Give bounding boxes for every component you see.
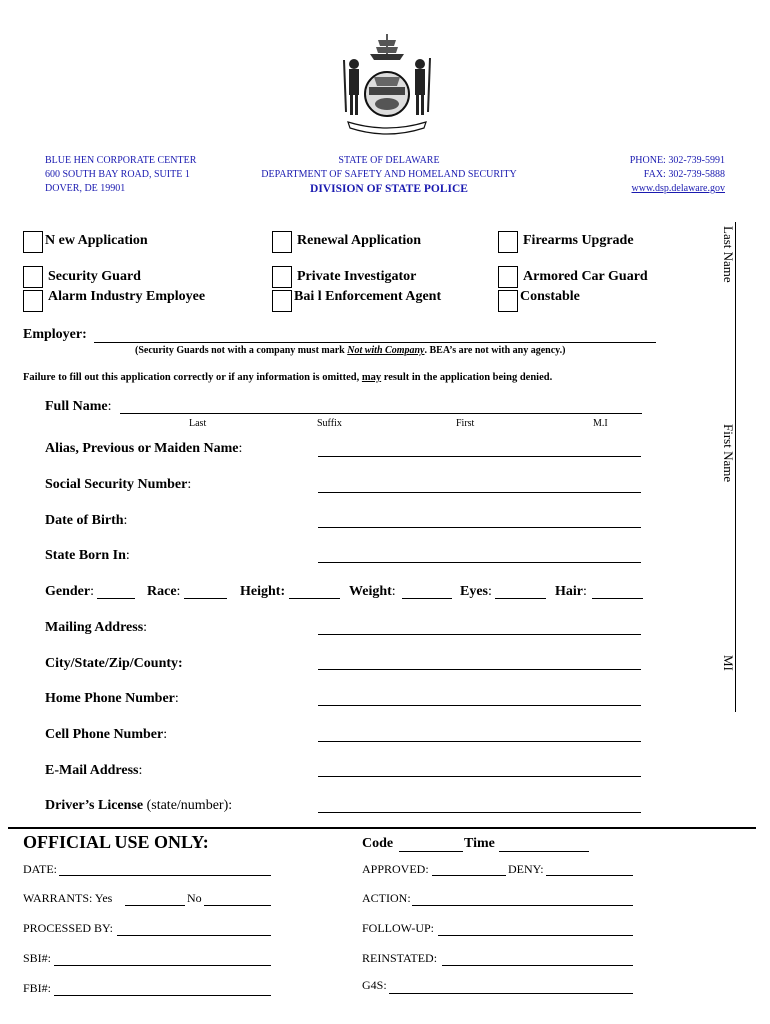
side-label-mi: MI [721,655,736,671]
armored-car-checkbox[interactable] [498,266,518,288]
warrants-label: WARRANTS: Yes [23,891,113,905]
weight-field[interactable] [402,598,452,599]
processed-by-field[interactable] [117,935,271,936]
code-field[interactable] [399,851,463,852]
email-field[interactable] [318,776,641,777]
date-label: DATE: [23,862,57,876]
renewal-application-label: Renewal Application [297,233,422,248]
private-investigator-label: Private Investigator [297,269,417,284]
alarm-industry-label: Alarm Industry Employee [48,289,206,304]
bail-enforcement-checkbox[interactable] [272,290,292,312]
g4s-field[interactable] [389,993,633,994]
department-name: DEPARTMENT OF SAFETY AND HOMELAND SECURITY [261,169,517,180]
state-seal-logo [334,32,440,138]
address-block [45,154,196,196]
hair-field[interactable] [592,598,643,599]
approved-label: APPROVED: [362,862,429,876]
alias-field[interactable] [318,456,641,457]
alias-label: Alias, Previous or Maiden Name: [45,441,243,456]
race-label: Race: [147,584,181,599]
mailing-address-label: Mailing Address: [45,620,148,635]
gender-label: Gender: [45,584,94,599]
ssn-label: Social Security Number: [45,477,192,492]
omission-warning: Failure to fill out this application correctly or if any information is omitted, may result in the application being denied. [23,372,553,383]
email-label: E-Mail Address: [45,763,143,778]
weight-label: Weight: [349,584,396,599]
security-guard-checkbox[interactable] [23,266,43,288]
height-label: Height: [240,584,286,599]
new-application-label: N ew Application [45,233,148,248]
warrants-no-label: No [187,891,202,905]
deny-label: DENY: [508,862,544,876]
follow-up-label: FOLLOW-UP: [362,921,434,935]
employer-label: Employer: [23,327,87,342]
agency-block [200,154,578,196]
hair-label: Hair: [555,584,587,599]
firearms-upgrade-label: Firearms Upgrade [523,233,634,248]
approved-field[interactable] [432,875,506,876]
state-name: STATE OF DELAWARE [338,155,440,166]
ssn-field[interactable] [318,492,641,493]
constable-checkbox[interactable] [498,290,518,312]
drivers-license-label: Driver’s License (state/number): [45,798,233,813]
official-divider [8,827,756,829]
reinstated-field[interactable] [442,965,633,966]
race-field[interactable] [184,598,227,599]
employer-note: (Security Guards not with a company must mark Not with Company. BEA’s are not with any agency.) [135,345,566,356]
cell-phone-label: Cell Phone Number: [45,727,168,742]
bail-enforcement-label: Bai l Enforcement Agent [294,289,442,304]
time-label: Time [464,836,495,851]
renewal-application-checkbox[interactable] [272,231,292,253]
official-use-title: OFFICIAL USE ONLY: [23,832,209,852]
phone-number: PHONE: 302-739-5991 [629,155,725,166]
time-field[interactable] [499,851,589,852]
full-name-sub-first: First [456,418,475,429]
home-phone-label: Home Phone Number: [45,691,179,706]
state-born-field[interactable] [318,562,641,563]
employer-field[interactable] [94,342,656,343]
full-name-sub-suffix: Suffix [317,418,342,429]
address-line-2: 600 SOUTH BAY ROAD, SUITE 1 [45,169,190,180]
fbi-field[interactable] [54,995,271,996]
private-investigator-checkbox[interactable] [272,266,292,288]
cell-phone-field[interactable] [318,741,641,742]
firearms-upgrade-checkbox[interactable] [498,231,518,253]
new-application-checkbox[interactable] [23,231,43,253]
eyes-label: Eyes: [460,584,492,599]
drivers-license-field[interactable] [318,812,641,813]
fax-number: FAX: 302-739-5888 [643,169,725,180]
fbi-label: FBI#: [23,981,52,995]
warrants-yes-field[interactable] [125,905,185,906]
state-born-label: State Born In: [45,548,130,563]
website-link[interactable]: www.dsp.delaware.gov [631,183,725,194]
g4s-label: G4S: [362,978,387,992]
processed-by-label: PROCESSED BY: [23,921,113,935]
code-label: Code [362,836,394,851]
division-name: DIVISION OF STATE POLICE [310,183,468,195]
sbi-field[interactable] [54,965,271,966]
address-line-1: BLUE HEN CORPORATE CENTER [45,155,197,166]
contact-block [560,154,725,196]
full-name-sub-mi: M.I [593,418,608,429]
dob-field[interactable] [318,527,641,528]
address-line-3: DOVER, DE 19901 [45,183,126,194]
sbi-label: SBI#: [23,951,52,965]
deny-field[interactable] [546,875,633,876]
constable-label: Constable [520,289,580,304]
side-label-last-name: Last Name [721,226,736,283]
alarm-industry-checkbox[interactable] [23,290,43,312]
dob-label: Date of Birth: [45,513,128,528]
full-name-field[interactable] [120,413,642,414]
city-state-field[interactable] [318,669,641,670]
warrants-no-field[interactable] [204,905,271,906]
eyes-field[interactable] [495,598,546,599]
height-field[interactable] [289,598,340,599]
security-guard-label: Security Guard [48,269,141,284]
follow-up-field[interactable] [438,935,633,936]
armored-car-label: Armored Car Guard [523,269,648,284]
mailing-address-field[interactable] [318,634,641,635]
gender-field[interactable] [97,598,135,599]
action-field[interactable] [412,905,633,906]
full-name-sub-last: Last [189,418,207,429]
reinstated-label: REINSTATED: [362,951,438,965]
date-field[interactable] [59,875,271,876]
action-label: ACTION: [362,891,411,905]
full-name-label: Full Name: [45,399,112,414]
home-phone-field[interactable] [318,705,641,706]
side-label-first-name: First Name [721,424,736,483]
city-state-label: City/State/Zip/County: [45,656,183,671]
